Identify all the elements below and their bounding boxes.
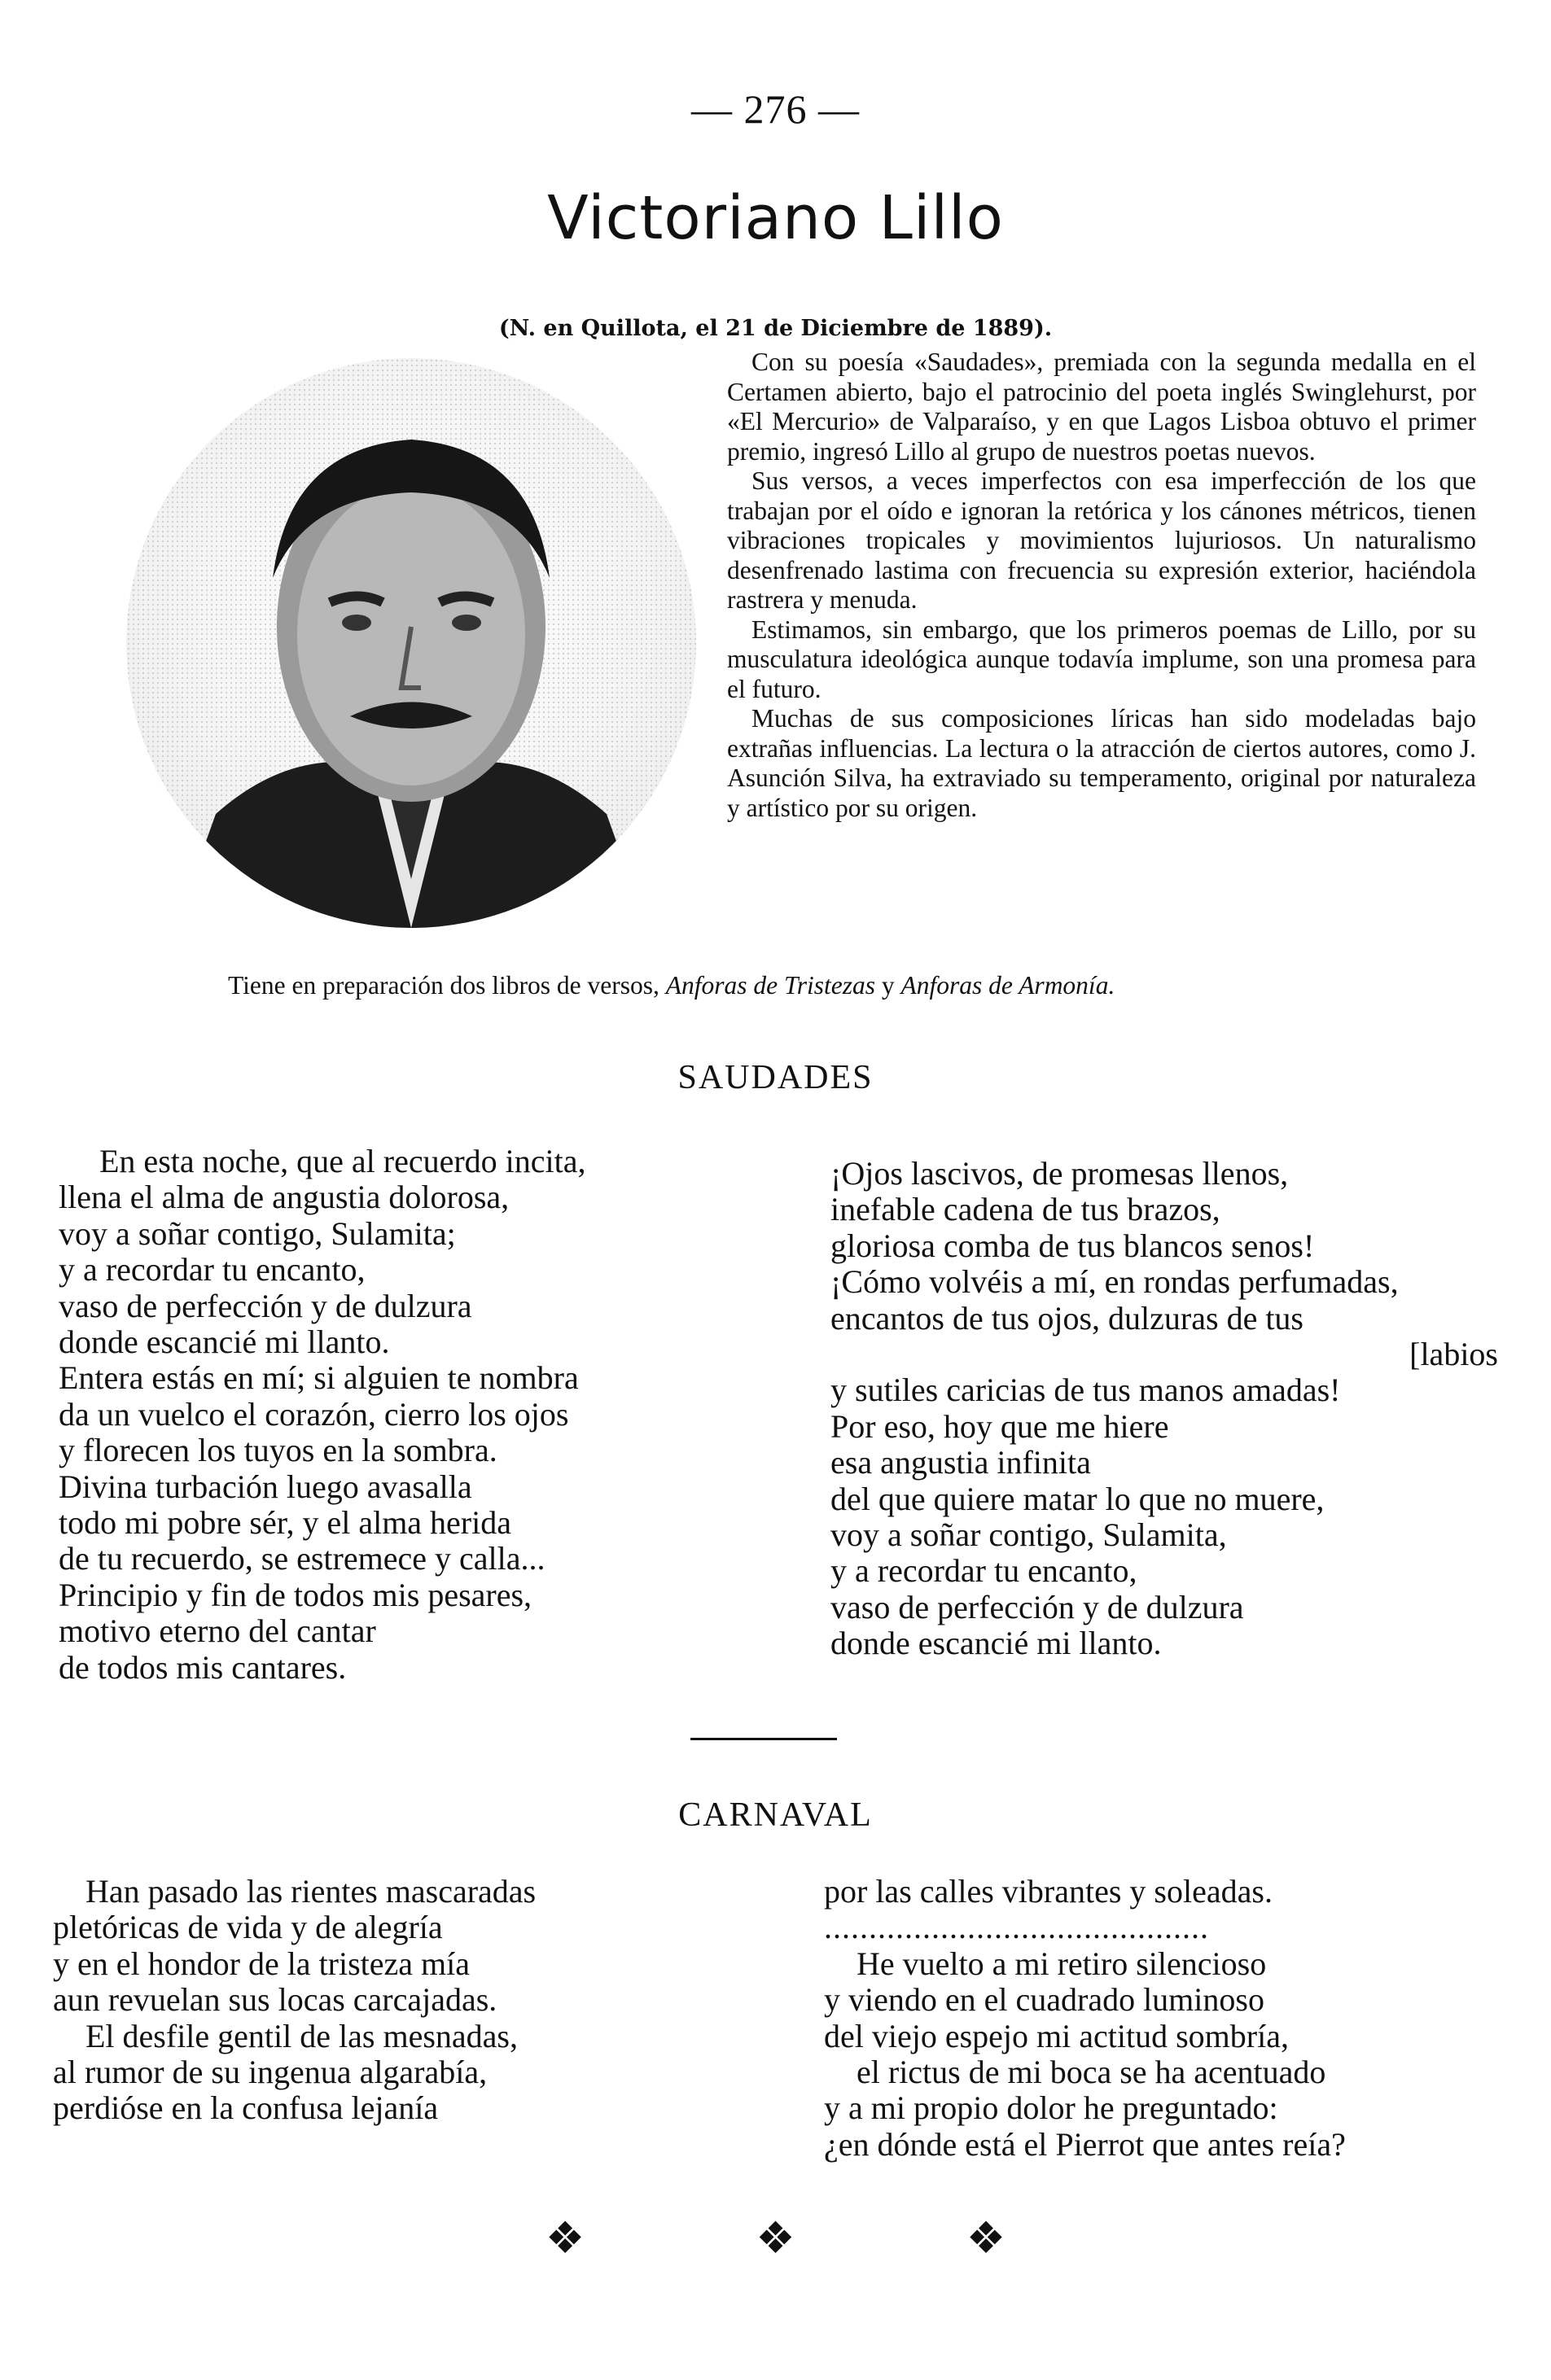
poem-line: voy a soñar contigo, Sulamita, <box>830 1516 1227 1554</box>
biography-text <box>727 348 1476 823</box>
poem-line: todo mi pobre sér, y el alma herida <box>59 1504 511 1542</box>
poem-line: ¡Ojos lascivos, de promesas llenos, <box>830 1155 1289 1192</box>
bio-books-prefix: Tiene en preparación dos libros de versos, <box>228 971 659 1000</box>
poem-line: El desfile gentil de las mesnadas, <box>85 2017 518 2054</box>
poem-line: inefable cadena de tus brazos, <box>830 1191 1220 1228</box>
poem-line: Divina turbación luego avasalla <box>59 1468 472 1505</box>
carnaval-right-column <box>824 1874 1500 2163</box>
poem-line: Principio y fin de todos mis pesares, <box>59 1576 532 1613</box>
bio-paragraph: Sus versos, a veces imperfectos con esa imperfección de los que trabajan por el oído e ignoran la retórica y los cánones métricos, tienen vibraciones tropicales y movimientos lujuriosos. Un naturalismo desenfrenado lastima con frecuencia su expresión exterior, haciéndola rastrera y menuda. <box>727 466 1476 614</box>
poem-line: He vuelto a mi retiro silencioso <box>857 1945 1267 1982</box>
poem-line: y sutiles caricias de tus manos amadas! <box>830 1372 1341 1409</box>
book-title-2: Anforas de Armonía. <box>900 971 1115 1000</box>
poem-line: da un vuelco el corazón, cierro los ojos <box>59 1395 569 1433</box>
bio-paragraph: Estimamos, sin embargo, que los primeros poemas de Lillo, por su musculatura ideológica aunque todavía implume, son una promesa para el futuro. <box>727 615 1476 703</box>
poem-line: motivo eterno del cantar <box>59 1612 376 1650</box>
poem-line: al rumor de su ingenua algarabía, <box>53 2054 488 2091</box>
poem-line: el rictus de mi boca se ha acentuado <box>857 2054 1326 2091</box>
poem-line: y viendo en el cuadrado luminoso <box>824 1981 1264 2019</box>
ornament-icon: ❖ <box>545 2214 585 2263</box>
poem-line: por las calles vibrantes y soleadas. <box>824 1873 1273 1910</box>
poem-line: Entera estás en mí; si alguien te nombra <box>59 1359 579 1397</box>
saudades-right-column <box>830 1156 1498 1662</box>
poem-line: y florecen los tuyos en la sombra. <box>59 1432 497 1469</box>
portrait-photo <box>126 358 696 928</box>
bio-books-and: y <box>881 971 895 1000</box>
saudades-left-column <box>59 1144 775 1686</box>
poem-line: del viejo espejo mi actitud sombría, <box>824 2017 1289 2054</box>
poem-line: y en el hondor de la tristeza mía <box>53 1945 471 1982</box>
poem-line: En esta noche, que al recuerdo incita, <box>99 1143 586 1179</box>
poem-line: vaso de perfección y de dulzura <box>830 1588 1244 1625</box>
poem-line: ¡Cómo volvéis a mí, en rondas perfumadas, <box>830 1263 1399 1301</box>
poem-line-continuation: [labios <box>1409 1336 1498 1373</box>
carnaval-left-column <box>53 1874 769 2127</box>
poem-line: y a recordar tu encanto, <box>830 1552 1137 1590</box>
poem-line: llena el alma de angustia dolorosa, <box>59 1179 510 1216</box>
poem-line: y a mi propio dolor he preguntado: <box>824 2089 1278 2127</box>
page-number: — 276 — <box>691 86 860 132</box>
bio-paragraph: Muchas de sus composiciones líricas han sido modeladas bajo extrañas influencias. La lectura o la atracción de ciertos autores, como J. Asunción Silva, ha extraviado su temperamento, original por naturaleza y artístico por su origen. <box>727 704 1476 822</box>
bio-books-line <box>228 971 1368 1000</box>
poem-line: donde escancié mi llanto. <box>830 1625 1162 1662</box>
poem-line: aun revuelan sus locas carcajadas. <box>53 1981 497 2019</box>
author-name: Victoriano Lillo <box>547 183 1004 253</box>
poem-line: ¿en dónde está el Pierrot que antes reía? <box>824 2125 1346 2163</box>
ornament-icon: ❖ <box>966 2214 1006 2263</box>
section-divider <box>690 1738 837 1740</box>
ellipsis-line: ........................................... <box>824 1909 1209 1946</box>
birth-note: (N. en Quillota, el 21 de Diciembre de 1889). <box>498 316 1053 341</box>
poem-line: y a recordar tu encanto, <box>59 1251 366 1288</box>
poem-title-carnaval: CARNAVAL <box>678 1796 873 1834</box>
poem-line: encantos de tus ojos, dulzuras de tus <box>830 1299 1303 1337</box>
bio-paragraph: Con su poesía «Saudades», premiada con la segunda medalla en el Certamen abierto, bajo el patrocinio del poeta inglés Swinglehurst, por «El Mercurio» de Valparaíso, y en que Lagos Lisboa obtuvo el primer premio, ingresó Lillo al grupo de nuestros poetas nuevos. <box>727 348 1476 466</box>
poem-line: Por eso, hoy que me hiere <box>830 1407 1169 1445</box>
portrait-icon <box>126 358 696 928</box>
ornament-icon: ❖ <box>756 2214 795 2263</box>
poem-line: vaso de perfección y de dulzura <box>59 1287 472 1324</box>
ornament-row <box>0 2212 1551 2264</box>
poem-line: de tu recuerdo, se estremece y calla... <box>59 1540 545 1577</box>
poem-line: perdióse en la confusa lejanía <box>53 2089 439 2127</box>
poem-line: del que quiere matar lo que no muere, <box>830 1480 1325 1517</box>
poem-line: esa angustia infinita <box>830 1444 1091 1481</box>
poem-line: donde escancié mi llanto. <box>59 1323 390 1361</box>
poem-title-saudades: SAUDADES <box>677 1059 874 1096</box>
poem-line: pletóricas de vida y de alegría <box>53 1909 443 1946</box>
book-title-1: Anforas de Tristezas <box>665 971 876 1000</box>
poem-line: Han pasado las rientes mascaradas <box>85 1873 537 1910</box>
poem-line: gloriosa comba de tus blancos senos! <box>830 1227 1315 1264</box>
poem-line: voy a soñar contigo, Sulamita; <box>59 1214 456 1252</box>
poem-line: de todos mis cantares. <box>59 1648 347 1686</box>
